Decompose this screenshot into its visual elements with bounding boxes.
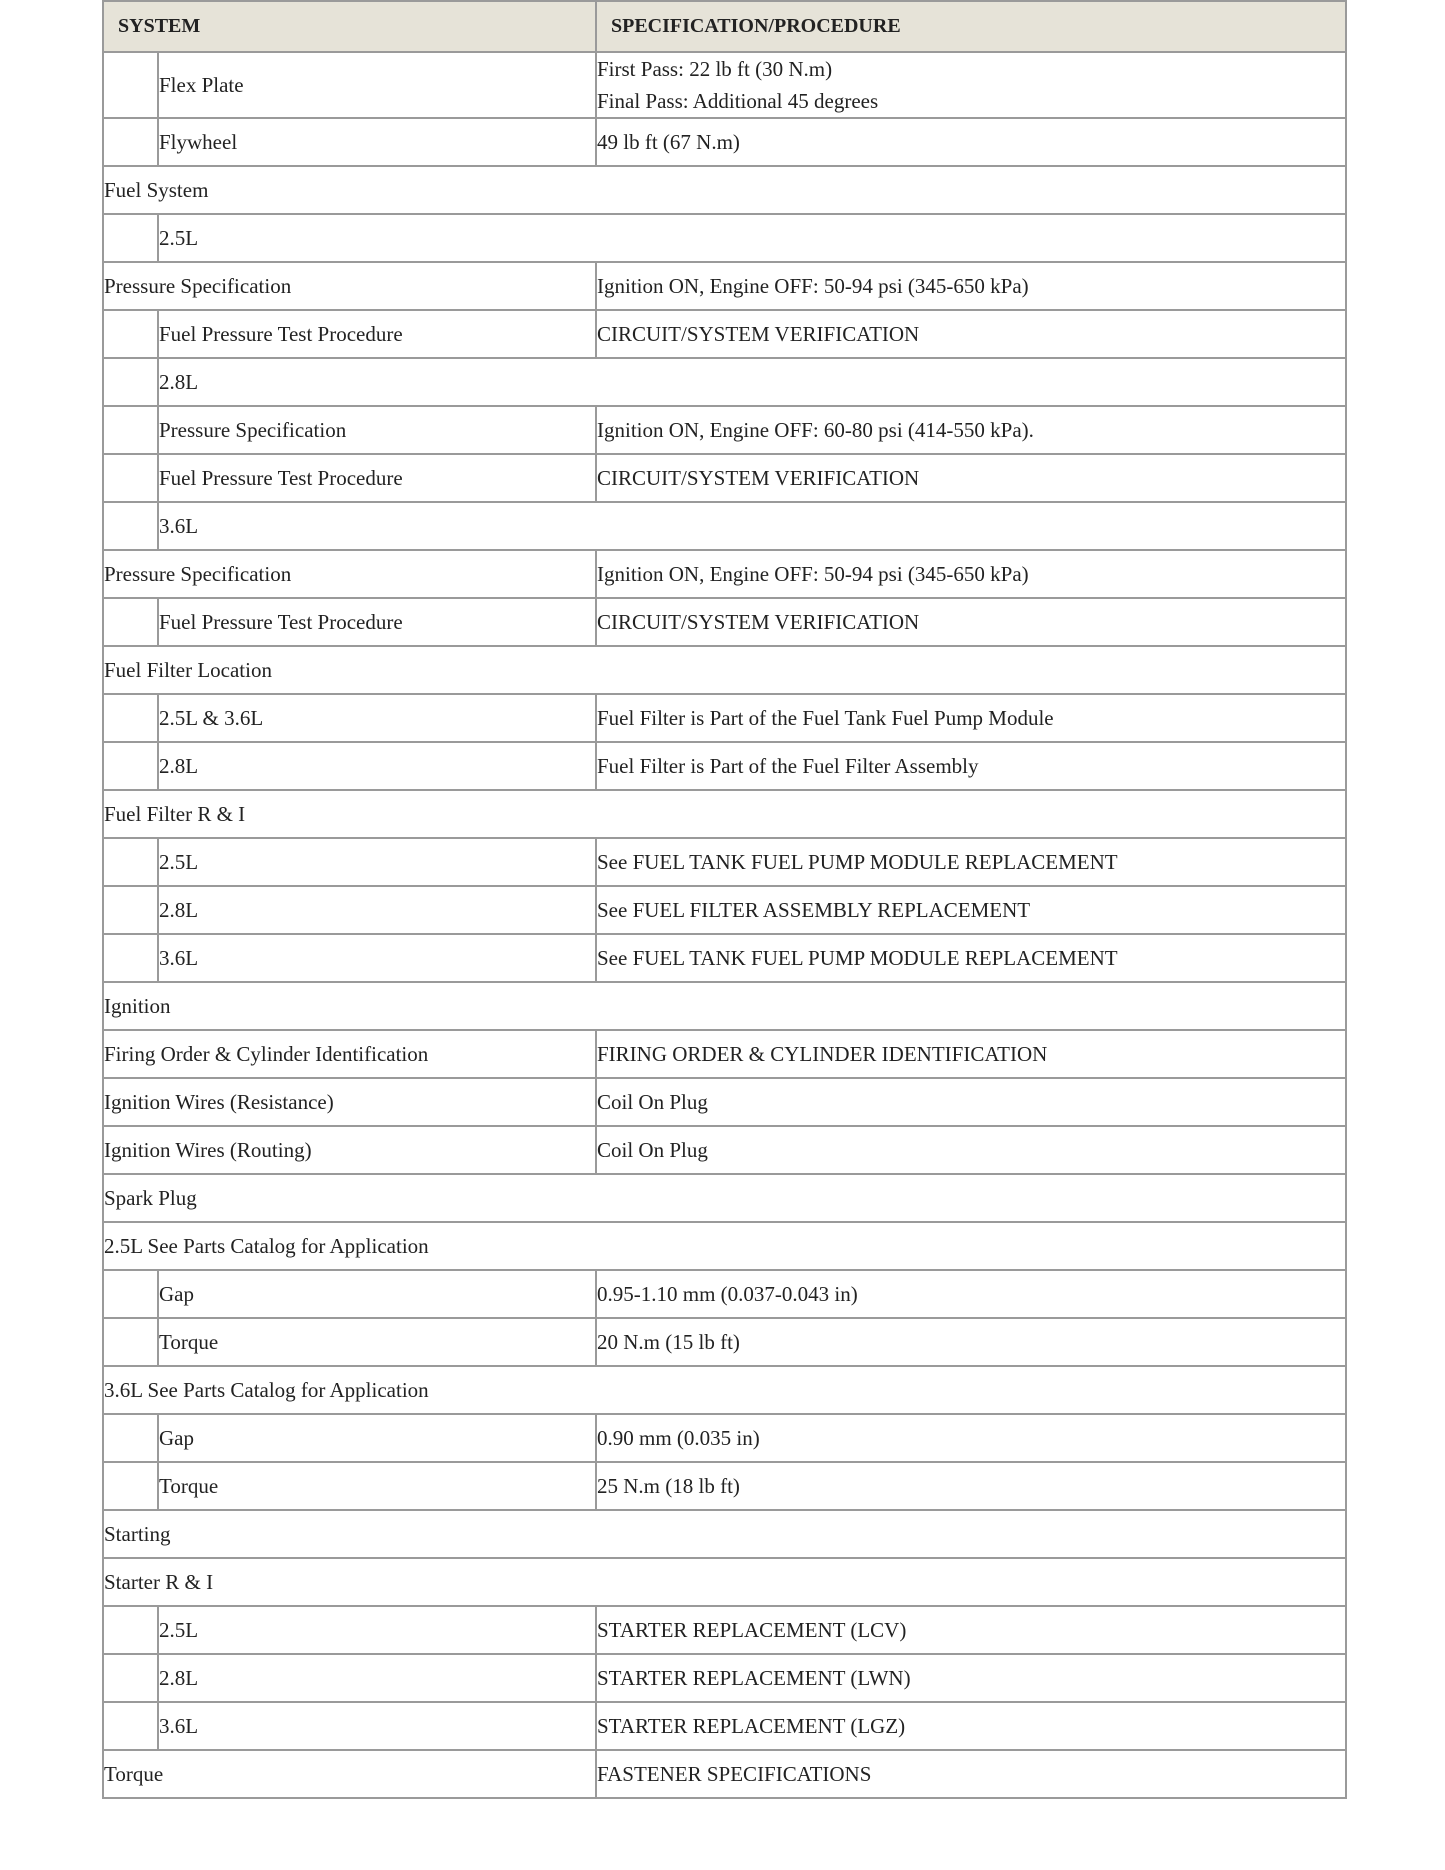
spec-value: CIRCUIT/SYSTEM VERIFICATION bbox=[596, 598, 1346, 646]
system-label: Ignition Wires (Routing) bbox=[103, 1126, 596, 1174]
table-row bbox=[103, 790, 1346, 838]
table-row bbox=[103, 1558, 1346, 1606]
indent-cell bbox=[103, 1654, 158, 1702]
table-row bbox=[103, 1318, 1346, 1366]
table-row bbox=[103, 1174, 1346, 1222]
system-label: 3.6L bbox=[158, 1702, 596, 1750]
section-heading: Starting bbox=[103, 1510, 1346, 1558]
system-label: Fuel Pressure Test Procedure bbox=[158, 310, 596, 358]
engine-group-label: 2.5L bbox=[158, 214, 1346, 262]
indent-cell bbox=[103, 214, 158, 262]
table-row bbox=[103, 838, 1346, 886]
spec-table bbox=[102, 0, 1347, 1799]
system-label: Fuel Pressure Test Procedure bbox=[158, 454, 596, 502]
spec-value: See FUEL FILTER ASSEMBLY REPLACEMENT bbox=[596, 886, 1346, 934]
spec-value: See FUEL TANK FUEL PUMP MODULE REPLACEMENT bbox=[596, 934, 1346, 982]
spec-value: Ignition ON, Engine OFF: 50-94 psi (345-650 kPa) bbox=[596, 550, 1346, 598]
table-row bbox=[103, 166, 1346, 214]
table-row bbox=[103, 982, 1346, 1030]
spec-value: STARTER REPLACEMENT (LCV) bbox=[596, 1606, 1346, 1654]
table-row bbox=[103, 262, 1346, 310]
table-row bbox=[103, 52, 1346, 118]
spec-value-line: First Pass: 22 lb ft (30 N.m) bbox=[597, 57, 833, 81]
spec-value: CIRCUIT/SYSTEM VERIFICATION bbox=[596, 454, 1346, 502]
table-row bbox=[103, 118, 1346, 166]
engine-group-label: 3.6L bbox=[158, 502, 1346, 550]
indent-cell bbox=[103, 358, 158, 406]
spec-value: See FUEL TANK FUEL PUMP MODULE REPLACEMENT bbox=[596, 838, 1346, 886]
system-label: 3.6L bbox=[158, 934, 596, 982]
indent-cell bbox=[103, 1606, 158, 1654]
spec-value: 25 N.m (18 lb ft) bbox=[596, 1462, 1346, 1510]
table-row bbox=[103, 1606, 1346, 1654]
table-row bbox=[103, 1462, 1346, 1510]
table-row bbox=[103, 1078, 1346, 1126]
indent-cell bbox=[103, 1270, 158, 1318]
system-label: Pressure Specification bbox=[103, 262, 596, 310]
engine-group-label: 2.8L bbox=[158, 358, 1346, 406]
table-row bbox=[103, 886, 1346, 934]
system-label: 2.5L bbox=[158, 838, 596, 886]
table-row bbox=[103, 646, 1346, 694]
table-row bbox=[103, 598, 1346, 646]
indent-cell bbox=[103, 934, 158, 982]
spec-value: FIRING ORDER & CYLINDER IDENTIFICATION bbox=[596, 1030, 1346, 1078]
spec-value: Coil On Plug bbox=[596, 1126, 1346, 1174]
system-label: Fuel Pressure Test Procedure bbox=[158, 598, 596, 646]
table-row bbox=[103, 1030, 1346, 1078]
system-label: Torque bbox=[158, 1318, 596, 1366]
spec-value: Fuel Filter is Part of the Fuel Tank Fuel Pump Module bbox=[596, 694, 1346, 742]
spec-value: STARTER REPLACEMENT (LWN) bbox=[596, 1654, 1346, 1702]
table-row bbox=[103, 1270, 1346, 1318]
spec-value: Coil On Plug bbox=[596, 1078, 1346, 1126]
system-label: 2.8L bbox=[158, 742, 596, 790]
spec-value: CIRCUIT/SYSTEM VERIFICATION bbox=[596, 310, 1346, 358]
system-label: Pressure Specification bbox=[103, 550, 596, 598]
table-row bbox=[103, 1222, 1346, 1270]
indent-cell bbox=[103, 52, 158, 118]
indent-cell bbox=[103, 310, 158, 358]
table-row bbox=[103, 310, 1346, 358]
indent-cell bbox=[103, 502, 158, 550]
system-label: Ignition Wires (Resistance) bbox=[103, 1078, 596, 1126]
table-row bbox=[103, 1702, 1346, 1750]
system-label: Gap bbox=[158, 1414, 596, 1462]
indent-cell bbox=[103, 694, 158, 742]
spec-value: 49 lb ft (67 N.m) bbox=[596, 118, 1346, 166]
table-row bbox=[103, 1510, 1346, 1558]
system-label: 2.5L & 3.6L bbox=[158, 694, 596, 742]
indent-cell bbox=[103, 1702, 158, 1750]
column-header-system: SYSTEM bbox=[103, 1, 596, 52]
system-label: 2.5L bbox=[158, 1606, 596, 1654]
indent-cell bbox=[103, 118, 158, 166]
indent-cell bbox=[103, 838, 158, 886]
table-row bbox=[103, 1366, 1346, 1414]
indent-cell bbox=[103, 454, 158, 502]
spec-value: 0.90 mm (0.035 in) bbox=[596, 1414, 1346, 1462]
system-label: Flex Plate bbox=[158, 52, 596, 118]
indent-cell bbox=[103, 886, 158, 934]
table-row bbox=[103, 406, 1346, 454]
indent-cell bbox=[103, 742, 158, 790]
system-label: Gap bbox=[158, 1270, 596, 1318]
spec-value: Fuel Filter is Part of the Fuel Filter Assembly bbox=[596, 742, 1346, 790]
spec-value-line: Final Pass: Additional 45 degrees bbox=[597, 89, 879, 113]
table-row bbox=[103, 550, 1346, 598]
table-row bbox=[103, 742, 1346, 790]
indent-cell bbox=[103, 1414, 158, 1462]
spec-value: Ignition ON, Engine OFF: 50-94 psi (345-650 kPa) bbox=[596, 262, 1346, 310]
table-row bbox=[103, 502, 1346, 550]
indent-cell bbox=[103, 1318, 158, 1366]
table-row bbox=[103, 934, 1346, 982]
subsection-heading: Fuel Filter Location bbox=[103, 646, 1346, 694]
spec-value: 20 N.m (15 lb ft) bbox=[596, 1318, 1346, 1366]
system-label: Torque bbox=[103, 1750, 596, 1798]
subsection-heading: Fuel Filter R & I bbox=[103, 790, 1346, 838]
spec-table-body bbox=[103, 52, 1346, 1798]
header-row bbox=[103, 1, 1346, 52]
spec-value: STARTER REPLACEMENT (LGZ) bbox=[596, 1702, 1346, 1750]
indent-cell bbox=[103, 598, 158, 646]
indent-cell bbox=[103, 1462, 158, 1510]
system-label: 2.8L bbox=[158, 1654, 596, 1702]
spec-value: FASTENER SPECIFICATIONS bbox=[596, 1750, 1346, 1798]
section-heading: Fuel System bbox=[103, 166, 1346, 214]
system-label: 2.8L bbox=[158, 886, 596, 934]
indent-cell bbox=[103, 406, 158, 454]
section-heading: Ignition bbox=[103, 982, 1346, 1030]
table-row bbox=[103, 214, 1346, 262]
table-row bbox=[103, 454, 1346, 502]
system-label: Firing Order & Cylinder Identification bbox=[103, 1030, 596, 1078]
system-label: Flywheel bbox=[158, 118, 596, 166]
subsection-heading: Starter R & I bbox=[103, 1558, 1346, 1606]
spec-value: Ignition ON, Engine OFF: 60-80 psi (414-550 kPa). bbox=[596, 406, 1346, 454]
table-row bbox=[103, 694, 1346, 742]
section-heading: Spark Plug bbox=[103, 1174, 1346, 1222]
spec-value bbox=[596, 52, 1346, 118]
table-row bbox=[103, 358, 1346, 406]
subsection-heading: 2.5L See Parts Catalog for Application bbox=[103, 1222, 1346, 1270]
subsection-heading: 3.6L See Parts Catalog for Application bbox=[103, 1366, 1346, 1414]
system-label: Torque bbox=[158, 1462, 596, 1510]
table-row bbox=[103, 1414, 1346, 1462]
table-row bbox=[103, 1750, 1346, 1798]
table-row bbox=[103, 1654, 1346, 1702]
column-header-spec: SPECIFICATION/PROCEDURE bbox=[596, 1, 1346, 52]
table-row bbox=[103, 1126, 1346, 1174]
system-label: Pressure Specification bbox=[158, 406, 596, 454]
spec-value: 0.95-1.10 mm (0.037-0.043 in) bbox=[596, 1270, 1346, 1318]
